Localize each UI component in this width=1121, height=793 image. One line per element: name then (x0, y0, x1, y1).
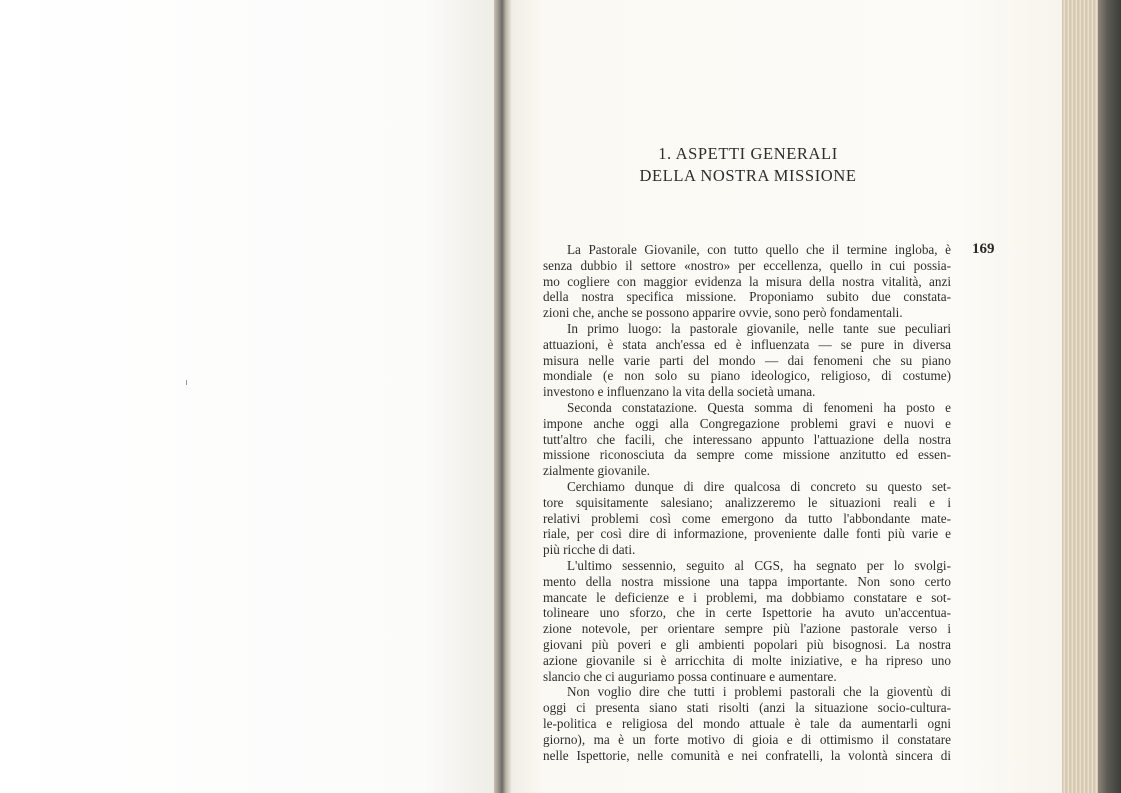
text-line: tutt'altro che facili, che interessano appunto l'attuazione della nostra (543, 431, 951, 447)
text-line: zialmente giovanile. (543, 463, 650, 479)
text-line: mancate le deficienze e i problemi, ma dobbiamo constatare e sot- (543, 589, 951, 605)
left-page (0, 0, 500, 793)
text-line: missione riconosciuta da sempre come missione anzitutto ed essen- (543, 447, 951, 463)
text-line: impone anche oggi alla Congregazione problemi gravi e nuovi e (543, 415, 951, 431)
text-line: relativi problemi così come emergono da tutto l'abbondante mate- (543, 510, 951, 526)
page-edges-shadow (1098, 0, 1121, 793)
text-line: azione giovanile si è arricchita di molte iniziative, e ha ripreso uno (543, 652, 951, 668)
text-line: misura nelle varie parti del mondo — dai fenomeni che su piano (543, 352, 951, 368)
text-line: Non voglio dire che tutti i problemi pastorali che la gioventù di (567, 684, 951, 700)
book-gutter (494, 0, 512, 793)
page-edges (1062, 0, 1100, 793)
chapter-heading (560, 143, 936, 187)
body-text (543, 242, 951, 763)
text-line: slancio che ci auguriamo possa continuare e aumentare. (543, 668, 837, 684)
text-line: mo cogliere con maggior evidenza la misura della nostra vitalità, anzi (543, 273, 951, 289)
text-line: più ricche di dati. (543, 542, 636, 558)
paper-speck (186, 380, 187, 385)
chapter-heading-line1: 1. ASPETTI GENERALI (658, 144, 838, 163)
text-line: le-politica e religiosa del mondo attuale è tale da aumentarli ogni (543, 715, 951, 731)
text-line: senza dubbio il settore «nostro» per eccellenza, quello in cui possia- (543, 257, 951, 273)
text-line: della nostra specifica missione. Proponiamo subito due constata- (543, 289, 951, 305)
text-line: giorno), ma è un forte motivo di gioia e di ottimismo il constatare (543, 731, 951, 747)
text-line: nelle Ispettorie, nelle comunità e nei confratelli, la volontà sincera di (543, 747, 951, 763)
text-line: zioni che, anche se possono apparire ovvie, sono però fondamentali. (543, 305, 903, 321)
text-line: Seconda constatazione. Questa somma di fenomeni ha posto e (567, 399, 951, 415)
text-line: riale, per così dire di informazione, proveniente dalle fonti più varie e (543, 526, 951, 542)
page-number: 169 (972, 241, 995, 257)
text-line: investono e influenzano la vita della società umana. (543, 384, 816, 400)
text-line: La Pastorale Giovanile, con tutto quello che il termine ingloba, è (567, 242, 951, 257)
chapter-heading-line2: DELLA NOSTRA MISSIONE (639, 166, 857, 185)
text-line: Cerchiamo dunque di dire qualcosa di concreto su questo set- (567, 478, 951, 494)
text-line: mondiale (e non solo su piano ideologico, religioso, di costume) (543, 368, 951, 384)
text-line: giovani più poveri e gli ambienti popolari più bisognosi. La nostra (543, 636, 951, 652)
text-line: tolineare uno sforzo, che in certe Ispettorie ha avuto un'accentua- (543, 605, 951, 621)
text-line: tore squisitamente salesiano; analizzeremo le situazioni reali e i (543, 494, 951, 510)
text-line: In primo luogo: la pastorale giovanile, nelle tante sue peculiari (567, 320, 951, 336)
text-line: L'ultimo sessennio, seguito al CGS, ha segnato per lo svolgi- (567, 557, 951, 573)
text-line: mento della nostra missione una tappa importante. Non sono certo (543, 573, 951, 589)
text-line: oggi ci presenta siano stati risolti (anzi la situazione socio-cultura- (543, 700, 951, 716)
text-line: zione notevole, per orientare sempre più l'azione pastorale verso i (543, 621, 951, 637)
text-line: attuazioni, è stata anch'essa ed è influenzata — se pure in diversa (543, 336, 951, 352)
